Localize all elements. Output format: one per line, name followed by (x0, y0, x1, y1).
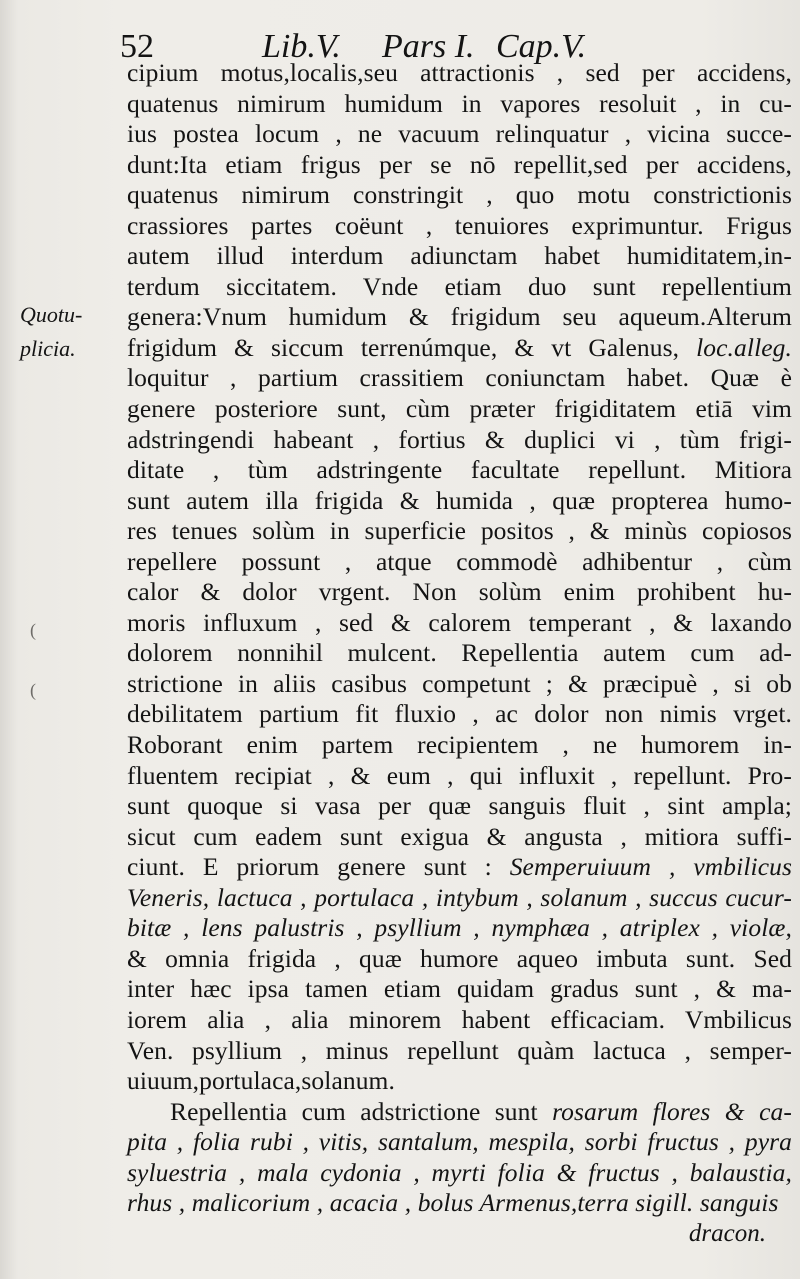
text-line (127, 1066, 792, 1097)
text-line (127, 211, 792, 242)
text-line (127, 547, 792, 578)
text-line-roman: iorem alia , alia minorem habent efficaciam. Vmbilicus (127, 1004, 792, 1034)
text-line (127, 1188, 792, 1219)
catchword: dracon. (688, 1220, 766, 1247)
text-line-roman: Repellentia cum adstrictione sunt (170, 1096, 553, 1126)
text-line-roman: moris influxum , sed & calorem temperant , & laxando (127, 607, 792, 637)
text-line-roman: crassiores partes coëunt , tenuiores exprimuntur. Frigus (127, 210, 792, 240)
text-line (127, 455, 792, 486)
text-line (127, 180, 792, 211)
text-line (127, 119, 792, 150)
text-line-roman: frigidum & siccum terrenúmque, & vt Galenus, (127, 332, 697, 362)
body-text (127, 58, 792, 1219)
text-line-roman: terdum siccitatem. Vnde etiam duo sunt repellentium (127, 271, 792, 301)
text-line-roman: fluentem recipiat , & eum , qui influxit , repellunt. Pro- (127, 760, 792, 790)
text-line (127, 669, 792, 700)
text-line (127, 699, 792, 730)
running-title-chapter: Cap.V. (496, 28, 587, 65)
text-line-roman: loquitur , partium crassitiem coniunctam habet. Quæ è (127, 363, 792, 393)
text-line (127, 974, 792, 1005)
text-line-roman: dunt:Ita etiam frigus per se nō repellit,sed per accidens, (127, 149, 792, 179)
text-line (127, 822, 792, 853)
text-line-roman: sicut cum eadem sunt exigua & angusta , mitiora suffi- (127, 821, 792, 851)
text-line-italic: rhus , malicorium , acacia , bolus Armenus,terra sigill. sanguis (127, 1188, 779, 1218)
text-line-roman: repellere possunt , atque commodè adhibentur , cùm (127, 546, 792, 576)
text-line-roman: ius postea locum , ne vacuum relinquatur , vicina succe- (127, 119, 792, 149)
text-line (127, 944, 792, 975)
text-line (127, 608, 792, 639)
text-line-roman: genere posteriore sunt, cùm præter frigiditatem etiā vim (127, 394, 792, 424)
text-line (127, 1005, 792, 1036)
text-line-roman: autem illud interdum adiunctam habet humiditatem,in- (127, 241, 792, 271)
text-line (127, 241, 792, 272)
text-line-roman: quatenus nimirum constringit , quo motu constrictionis (127, 180, 792, 210)
margin-ink-mark: ( (30, 620, 36, 640)
text-line (127, 913, 792, 944)
text-line (127, 58, 792, 89)
marginal-note-line: plicia. (20, 336, 76, 361)
margin-ink-mark: ( (30, 680, 36, 700)
text-line-roman: calor & dolor vrgent. Non solùm enim prohibent hu- (127, 577, 792, 607)
text-line-roman: sunt autem illa frigida & humida , quæ propterea humo- (127, 485, 792, 515)
text-line (127, 1158, 792, 1189)
page-number: 52 (120, 28, 154, 65)
text-line (127, 516, 792, 547)
text-line-italic: Semperuiuum , vmbilicus (509, 852, 792, 882)
text-line (127, 791, 792, 822)
text-line (127, 1097, 792, 1128)
text-line-roman: ciunt. E priorum genere sunt : (127, 852, 510, 882)
marginal-note (20, 298, 120, 366)
text-line-roman: genera:Vnum humidum & frigidum seu aqueum.Alterum (127, 302, 792, 332)
text-line-roman: & omnia frigida , quæ humore aqueo imbuta sunt. Sed (127, 943, 792, 973)
text-line-italic: loc.alleg. (696, 332, 792, 362)
text-line-roman: dolorem nonnihil mulcent. Repellentia autem cum ad- (127, 638, 792, 668)
text-line (127, 150, 792, 181)
text-line-italic: Veneris, lactuca , portulaca , intybum , solanum , succus cucur- (127, 882, 792, 912)
text-line (127, 425, 792, 456)
text-line (127, 730, 792, 761)
text-line (127, 761, 792, 792)
text-line (127, 272, 792, 303)
text-line (127, 302, 792, 333)
text-line-roman: inter hæc ipsa tamen etiam quidam gradus sunt , & ma- (127, 974, 792, 1004)
text-line-roman: uiuum,portulaca,solanum. (127, 1066, 395, 1096)
marginal-note-line: Quotu- (20, 302, 83, 327)
text-line (127, 852, 792, 883)
text-line-roman: ditate , tùm adstringente facultate repellunt. Mitiora (127, 455, 792, 485)
text-line (127, 394, 792, 425)
text-line-roman: adstringendi habeant , fortius & duplici vi , tùm frigi- (127, 424, 792, 454)
text-line-italic: syluestria , mala cydonia , myrti folia & fructus , balaustia, (127, 1157, 792, 1187)
running-title-part: Pars I. (382, 28, 475, 65)
text-line (127, 1127, 792, 1158)
text-line-roman: Roborant enim partem recipientem , ne humorem in- (127, 730, 792, 760)
text-line (127, 1036, 792, 1067)
text-line (127, 89, 792, 120)
text-line-italic: rosarum flores & ca- (552, 1096, 792, 1126)
text-line-italic: pita , folia rubi , vitis, santalum, mespila, sorbi fructus , pyra (127, 1127, 792, 1157)
text-line (127, 333, 792, 364)
text-line-roman: res tenues solùm in superficie positos , & minùs copiosos (127, 516, 792, 546)
text-line (127, 486, 792, 517)
text-line (127, 883, 792, 914)
text-line-roman: quatenus nimirum humidum in vapores resoluit , in cu- (127, 88, 792, 118)
running-title-book: Lib.V. (262, 28, 341, 65)
text-line-roman: cipium motus,localis,seu attractionis , sed per accidens, (127, 58, 792, 87)
text-line (127, 363, 792, 394)
text-line-roman: strictione in aliis casibus competunt ; & præcipuè , si ob (127, 668, 792, 698)
text-line (127, 577, 792, 608)
text-line-roman: Ven. psyllium , minus repellunt quàm lactuca , semper- (127, 1035, 792, 1065)
text-line-italic: bitæ , lens palustris , psyllium , nymphæa , atriplex , violæ, (127, 913, 792, 943)
text-line-roman: debilitatem partium fit fluxio , ac dolor non nimis vrget. (127, 699, 792, 729)
text-line-roman: sunt quoque si vasa per quæ sanguis fluit , sint ampla; (127, 791, 792, 821)
text-line (127, 638, 792, 669)
